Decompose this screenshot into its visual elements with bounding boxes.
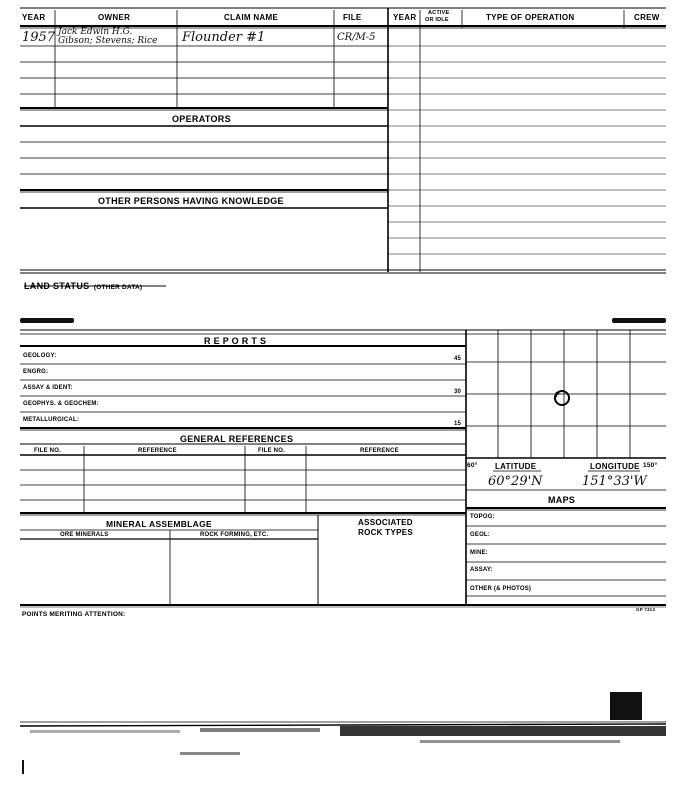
gr-col-reference-1: REFERENCE [138,448,177,454]
ore-minerals-label: ORE MINERALS [60,532,109,538]
entry-year: 1957 [22,30,56,45]
points-meriting-attention: POINTS MERITING ATTENTION: [22,611,126,618]
land-status-heading [24,276,142,294]
gr-col-reference-2: REFERENCE [360,448,399,454]
gr-col-file-no-2: FILE NO. [258,448,285,454]
maps-heading: MAPS [548,495,576,505]
general-references-heading: GENERAL REFERENCES [180,434,294,444]
latitude-value: 60°29'N [488,474,543,489]
land-status-label: LAND STATUS [24,281,90,291]
longitude-value: 151°33'W [582,474,647,489]
report-row-engrg: ENGRG: [23,369,49,375]
entry-owner-line1: Jack Edwin H.G. [58,27,133,37]
entry-file: CR/M-5 [337,32,376,43]
header-op-year: YEAR [393,13,417,22]
header-year: YEAR [22,13,46,22]
latitude-label: LATITUDE [495,462,537,471]
maps-row-other: OTHER (& PHOTOS) [470,586,532,592]
mineral-assemblage-heading: MINERAL ASSEMBLAGE [106,519,212,529]
maps-row-assay: ASSAY: [470,567,493,573]
land-status-sub: (OTHER DATA) [93,284,143,291]
header-crew: CREW [634,13,660,22]
entry-claim-name: Flounder #1 [182,30,266,45]
header-or-idle: OR IDLE [425,17,449,23]
operators-heading: OPERATORS [172,114,231,124]
form-number: GP 7313 [636,607,656,612]
maps-row-topog: TOPOG: [470,514,495,520]
header-type-of-operation: TYPE OF OPERATION [486,13,575,22]
gr-col-file-no-1: FILE NO. [34,448,61,454]
grid-circle-label: P [555,392,560,399]
report-row-assay: ASSAY & IDENT: [23,385,73,391]
maps-row-mine: MINE: [470,550,488,556]
lat-prefix: 60° [467,462,478,469]
header-file: FILE [343,13,362,22]
grid-number-30: 30 [454,389,462,395]
associated-label: ASSOCIATED [358,518,413,527]
longitude-label: LONGITUDE [590,462,640,471]
entry-owner-line2: Gibson; Stevens; Rice [58,36,158,46]
report-row-geology: GEOLOGY: [23,353,57,359]
header-owner: OWNER [98,13,131,22]
rock-forming-label: ROCK FORMING, ETC. [200,532,269,538]
grid-number-45: 45 [454,356,462,362]
maps-row-geol: GEOL: [470,532,490,538]
rock-types-label: ROCK TYPES [358,528,414,537]
header-claim-name: CLAIM NAME [224,13,279,22]
other-persons-heading: OTHER PERSONS HAVING KNOWLEDGE [98,196,284,206]
reports-heading: R E P O R T S [204,336,267,346]
header-active: ACTIVE [428,10,450,16]
grid-number-15: 15 [454,421,462,427]
report-row-metallurgical: METALLURGICAL: [23,417,80,423]
report-row-geophys: GEOPHYS. & GEOCHEM: [23,401,99,407]
lon-suffix: 150° [643,462,658,469]
